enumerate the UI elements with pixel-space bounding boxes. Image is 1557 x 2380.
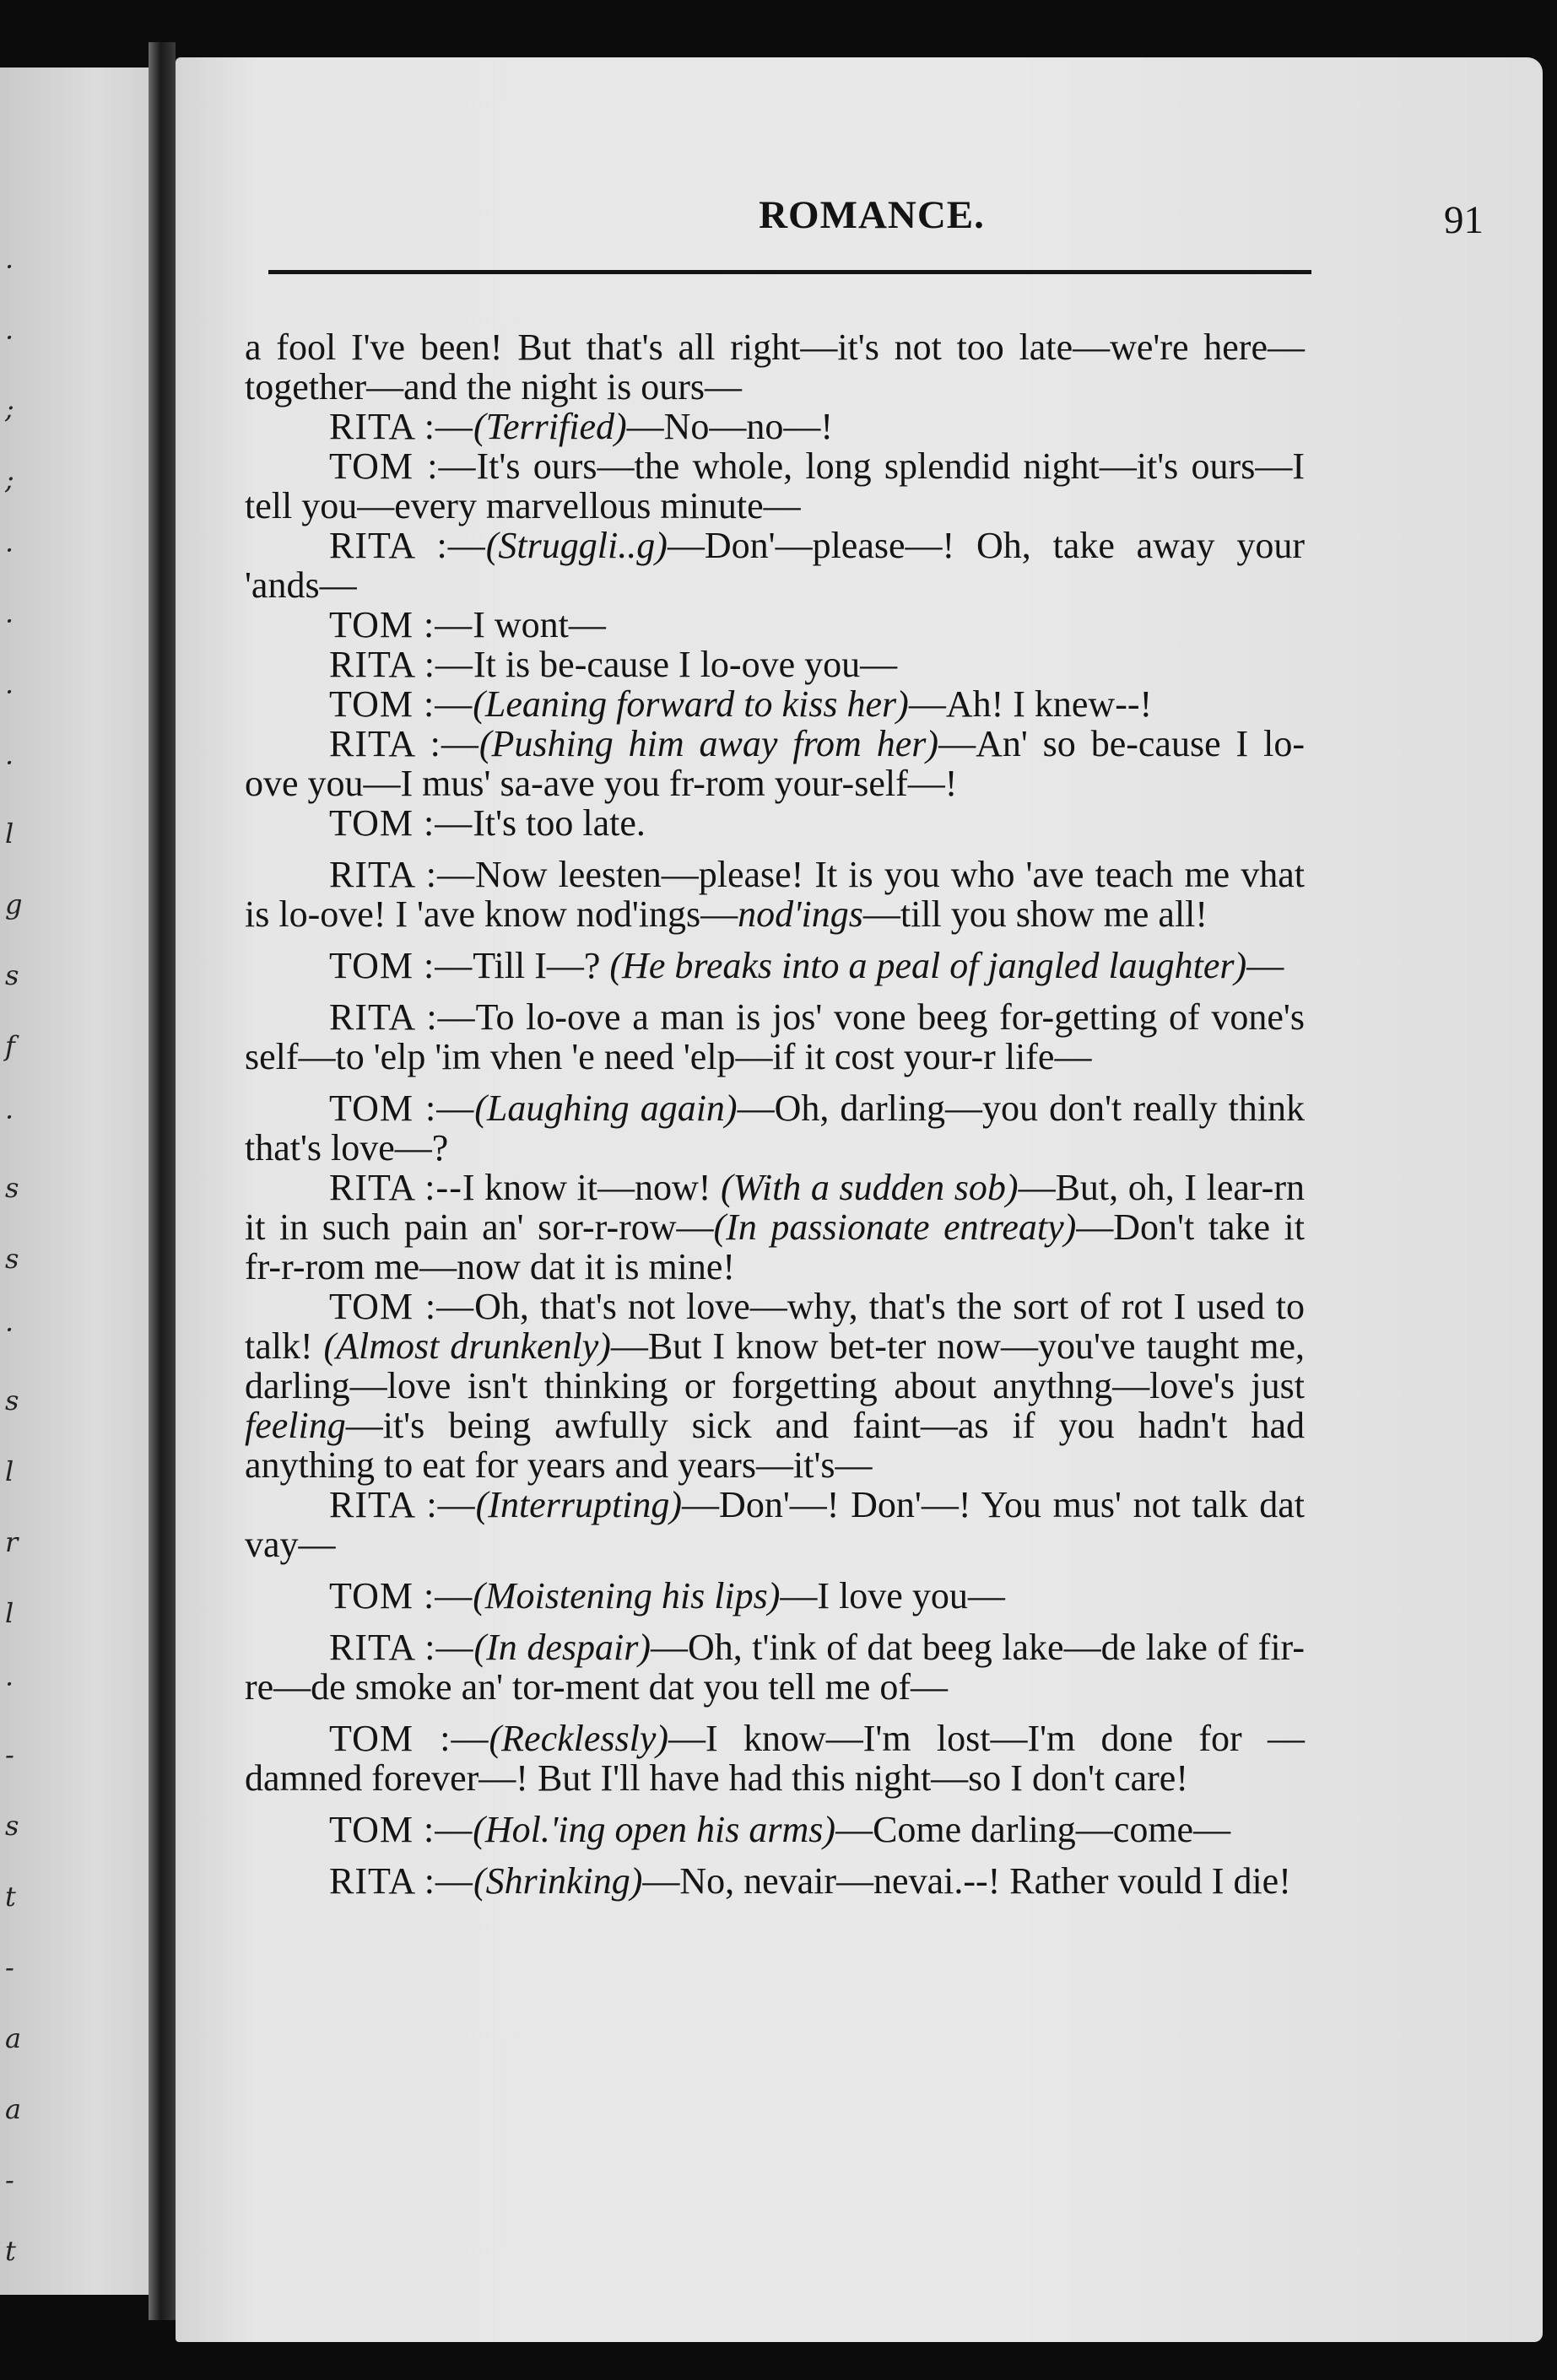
left-page-fragment: · <box>5 534 14 566</box>
stage-direction: (He breaks into a peal of jangled laughter) <box>609 945 1247 986</box>
left-page-fragment: · <box>5 605 14 637</box>
dialogue-paragraph <box>245 327 1305 407</box>
dialogue-line: —I know—I'm lost—I'm done for —damned forever—! But I'll have had this night—so I don't care! <box>245 1718 1305 1799</box>
speaker-name: TOM :— <box>329 1087 475 1129</box>
speaker-name: RITA :— <box>329 1484 476 1525</box>
speaker-name: TOM :— <box>329 445 477 487</box>
dialogue-paragraph <box>245 684 1305 724</box>
left-page-fragment: t <box>5 1881 16 1913</box>
dialogue-line: —Ah! I knew--! <box>908 683 1153 725</box>
left-page-fragment: g <box>5 888 23 920</box>
speaker-name: TOM :— <box>329 1575 473 1616</box>
stage-direction: (Terrified) <box>473 406 627 447</box>
dialogue-paragraph <box>245 605 1305 645</box>
dialogue-line: It is be-cause I lo-ove you— <box>473 644 898 685</box>
dialogue-paragraph <box>245 407 1305 446</box>
dialogue-line: —till you show me all! <box>862 893 1208 935</box>
dialogue-paragraph <box>245 997 1305 1077</box>
stage-direction: (Leaning forward to kiss her) <box>473 683 909 725</box>
left-page-fragment: s <box>5 1810 19 1842</box>
speaker-name: RITA :— <box>329 1627 474 1668</box>
speaker-name: TOM :— <box>329 1286 475 1327</box>
stage-direction: (Laughing again) <box>474 1087 738 1129</box>
stage-direction: (Pushing him away from her) <box>478 723 939 764</box>
left-page-fragment: · <box>5 1668 14 1700</box>
dialogue-line: —But I know bet-ter now—you've taught me, darling—love isn't thinking or forgetting about anythng—love's just <box>245 1325 1305 1406</box>
dialogue-line: —No, nevair—nevai.--! Rather vould I die! <box>642 1860 1291 1902</box>
dialogue-line: To lo-ove a man is jos' vone beeg for-getting of vone's self—to 'elp 'im vhen 'e need 'elp—if it cost your-r life— <box>245 996 1305 1077</box>
dialogue-line: It's too late. <box>473 802 646 844</box>
speaker-name: TOM :— <box>329 802 473 844</box>
book-gutter <box>149 42 176 2320</box>
left-page-fragment: s <box>5 959 19 991</box>
dialogue-line: It's ours—the whole, long splendid night—it's ours—I tell you—every marvellous minute— <box>245 445 1305 526</box>
dialogue-paragraph <box>245 1088 1305 1168</box>
speaker-name: RITA :— <box>329 854 475 895</box>
left-page-fragment: - <box>5 2164 14 2196</box>
speaker-name: TOM :— <box>329 1809 473 1850</box>
book-page <box>176 57 1543 2342</box>
dialogue-line: —I love you— <box>780 1575 1005 1616</box>
dialogue-line: —Don'—! Don'—! You mus' not talk dat vay— <box>245 1484 1305 1565</box>
left-page-fragment: - <box>5 1739 14 1771</box>
dialogue-line: Now leesten—please! It is you who 'ave teach me vhat is lo-ove! I 'ave know nod'ings— <box>245 854 1305 935</box>
left-page-fragment: · <box>5 1101 14 1133</box>
dialogue-paragraph <box>245 724 1305 803</box>
left-page-fragment: l <box>5 818 14 850</box>
speaker-name: TOM :— <box>329 683 473 725</box>
stage-direction: (With a sudden sob) <box>720 1167 1019 1208</box>
left-page-fragment: s <box>5 1384 19 1417</box>
dialogue-line: —No—no—! <box>626 406 834 447</box>
dialogue-paragraph <box>245 1576 1305 1616</box>
page-title: ROMANCE. <box>759 193 985 237</box>
dialogue-paragraph <box>245 1861 1305 1901</box>
left-page-fragment: s <box>5 1172 19 1204</box>
left-page-fragment: t <box>5 2235 16 2267</box>
dialogue-paragraph <box>245 803 1305 843</box>
left-page-fragment: · <box>5 251 14 283</box>
left-page-fragment: a <box>5 2093 22 2125</box>
left-page-fragment: ; <box>5 392 14 424</box>
dialogue-paragraph <box>245 526 1305 605</box>
dialogue-line: —it's being awfully sick and faint—as if you hadn't had anything to eat for years and years—it's— <box>245 1405 1305 1486</box>
stage-direction: (In passionate entreaty) <box>713 1206 1077 1248</box>
left-page-fragment: s <box>5 1243 19 1275</box>
stage-direction: (Interrupting) <box>475 1484 683 1525</box>
stage-direction: (Almost drunkenly) <box>323 1325 611 1367</box>
speaker-name: RITA :— <box>329 644 473 685</box>
dialogue-line: Oh, that's not love—why, that's the sort of rot I used to talk! <box>245 1286 1305 1367</box>
speaker-name: RITA :— <box>329 996 476 1038</box>
dialogue-paragraph <box>245 1287 1305 1485</box>
stage-direction: (Hol.'ing open his arms) <box>473 1809 836 1850</box>
speaker-name: RITA :— <box>329 406 473 447</box>
dialogue-paragraph <box>245 1168 1305 1287</box>
left-page-edge <box>0 67 162 2295</box>
left-page-fragment: r <box>5 1526 19 1558</box>
stage-direction: (Moistening his lips) <box>473 1575 781 1616</box>
left-page-fragment: · <box>5 676 14 708</box>
left-page-fragment: - <box>5 1951 14 1983</box>
speaker-name: TOM :— <box>329 604 473 645</box>
speaker-name: TOM :— <box>329 945 473 986</box>
left-page-fragment: a <box>5 2022 22 2054</box>
page-number: 91 <box>1444 198 1484 242</box>
left-page-fragment: ; <box>5 463 14 495</box>
dialogue-line: —Oh, t'ink of dat beeg lake—de lake of fir-re—de smoke an' tor-ment dat you tell me of— <box>245 1627 1305 1708</box>
left-page-fragment: l <box>5 1455 14 1487</box>
stage-direction: (Shrinking) <box>473 1860 643 1902</box>
stage-direction: (Struggli..g) <box>485 525 668 566</box>
speaker-name: RITA :— <box>329 525 486 566</box>
dialogue-paragraph <box>245 946 1305 985</box>
stage-direction: (Recklessly) <box>489 1718 669 1759</box>
dialogue-line: — <box>1246 945 1284 986</box>
speaker-name: TOM :— <box>329 1718 489 1759</box>
dialogue-text <box>245 327 1305 1901</box>
dialogue-line: —Don'—please—! Oh, take away your 'ands— <box>245 525 1305 606</box>
dialogue-line: I wont— <box>473 604 606 645</box>
dialogue-line: —Come darling—come— <box>835 1809 1231 1850</box>
left-page-fragment: l <box>5 1597 14 1629</box>
dialogue-paragraph <box>245 855 1305 934</box>
dialogue-line: I know it—now! <box>462 1167 721 1208</box>
header-rule <box>268 270 1311 274</box>
speaker-name: RITA :— <box>329 723 479 764</box>
dialogue-paragraph <box>245 1485 1305 1564</box>
dialogue-line: —But, oh, I lear-rn it in such pain an' sor-r-row— <box>245 1167 1305 1248</box>
speaker-name: RITA :-- <box>329 1167 462 1208</box>
left-page-fragment: f <box>5 1030 15 1062</box>
speaker-name: RITA :— <box>329 1860 473 1902</box>
stage-direction: (In despair) <box>473 1627 651 1668</box>
dialogue-paragraph <box>245 1810 1305 1849</box>
stage-direction: feeling <box>245 1405 346 1446</box>
dialogue-line: —An' so be-cause I lo-ove you—I mus' sa-ave you fr-rom your-self—! <box>245 723 1305 804</box>
dialogue-line: —Don't take it fr-r-rom me—now dat it is mine! <box>245 1206 1305 1287</box>
dialogue-paragraph <box>245 446 1305 526</box>
dialogue-paragraph <box>245 1719 1305 1798</box>
left-page-fragment: · <box>5 321 14 353</box>
left-page-fragment: · <box>5 747 14 779</box>
stage-direction: nod'ings <box>738 893 863 935</box>
left-page-fragment: · <box>5 1314 14 1346</box>
dialogue-line: Till I—? <box>473 945 610 986</box>
dialogue-line: a fool I've been! But that's all right—it's not too late—we're here—together—and the night is ours— <box>245 327 1305 407</box>
dialogue-paragraph <box>245 645 1305 684</box>
running-head <box>260 192 1484 260</box>
dialogue-paragraph <box>245 1627 1305 1707</box>
dialogue-line: —Oh, darling—you don't really think that's love—? <box>245 1087 1305 1168</box>
